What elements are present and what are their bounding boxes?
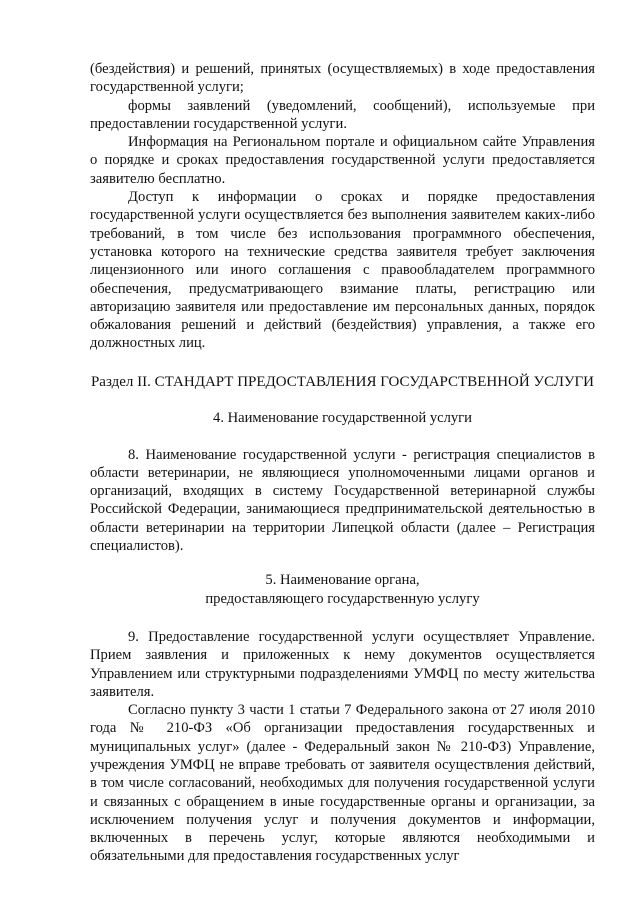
paragraph-federal-law: Согласно пункту 3 части 1 статьи 7 Федерального закона от 27 июля 2010 года № 210-ФЗ «Об организации предоставления государственных и муниципальных услуг» (далее - Федеральный закон № 210-ФЗ) Управление, учреждения УМФЦ не вправе требовать от заявителя осуществления действий, в том числе согласований, необходимых для получения государственной услуги и связанных с обращением в иные государственные органы и организации, за исключением получения услуг и получения документов и информации, включенных в перечень услуг, которые являются необходимыми и обязательными для предоставления государственных услуг: [90, 702, 595, 865]
paragraph-8: 8. Наименование государственной услуги - регистрация специалистов в области ветеринарии, не являющиеся уполномоченными лицами органов и организаций, входящих в систему Государственной ветеринарной службы Российской Федерации, занимающиеся предпринимательской деятельностью в области ветеринарии на территории Липецкой области (далее – Регистрация специалистов).: [90, 446, 595, 555]
paragraph-9: 9. Предоставление государственной услуги осуществляет Управление. Прием заявления и приложенных к нему документов осуществляется Управлением или структурными подразделениями УМФЦ по месту жительства заявителя.: [90, 628, 595, 700]
subheading-authority-line2: предоставляющего государственную услугу: [205, 590, 480, 607]
paragraph-information: Информация на Региональном портале и официальном сайте Управления о порядке и сроках предоставления государственной услуги предоставляется заявителю бесплатно.: [90, 134, 595, 187]
paragraph-forms: формы заявлений (уведомлений, сообщений), используемые при предоставлении государственной услуги.: [90, 97, 595, 132]
paragraph-continuation: (бездействия) и решений, принятых (осуществляемых) в ходе предоставления государственной услуги;: [90, 61, 595, 96]
subheading-authority-line1: 5. Наименование органа,: [265, 572, 420, 589]
document-page: [90, 60, 595, 866]
subheading-authority: [90, 571, 595, 608]
section-title: Раздел II. СТАНДАРТ ПРЕДОСТАВЛЕНИЯ ГОСУДАРСТВЕННОЙ УСЛУГИ: [90, 373, 595, 390]
subheading-service-name: 4. Наименование государственной услуги: [213, 410, 472, 427]
paragraph-access: Доступ к информации о сроках и порядке предоставления государственной услуги осуществляется без выполнения заявителем каких-либо требований, в том числе без использования программного обеспечения, установка которого на технические средства заявителя требует заключения лицензионного или иного соглашения с правообладателем программного обеспечения, предусматривающего взимание платы, регистрацию или авторизацию заявителя или предоставление им персональных данных, порядок обжалования решений и действий (бездействия) управления, а также его должностных лиц.: [90, 189, 595, 352]
